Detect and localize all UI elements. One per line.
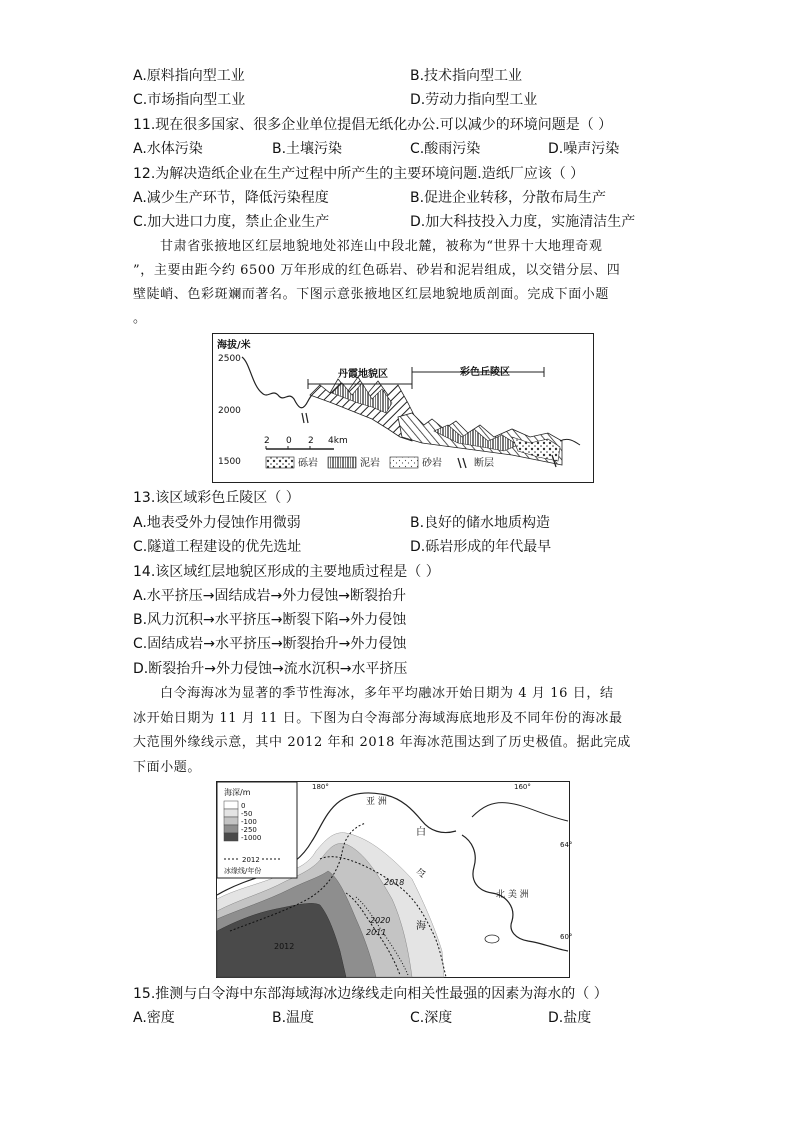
q10-option-c: C.市场指向型工业	[133, 92, 246, 108]
passage2-line2: 冰开始日期为 11 月 11 日。下图为白令海部分海域海底地形及不同年份的海冰最	[133, 711, 623, 726]
legend-fault-label: 断层	[474, 458, 494, 469]
scale-tick-4km: 4km	[328, 436, 348, 446]
ice-label-2020: 2020	[370, 916, 391, 925]
profile-ylabel: 海拔/米	[217, 340, 251, 351]
passage1-line2: ”，主要由距今约 6500 万年形成的红色砾岩、砂岩和泥岩组成，以交错分层、四	[133, 263, 621, 278]
q14-stem: 14.该区域红层地貌区形成的主要地质过程是（ ）	[133, 564, 440, 580]
q13-option-d: D.砾岩形成的年代最早	[410, 539, 552, 555]
geologic-profile-figure	[212, 333, 594, 483]
north-america-label: 北 美 洲	[496, 890, 529, 900]
q11-option-a: A.水体污染	[133, 141, 203, 157]
profile-ytick-2000: 2000	[218, 406, 241, 416]
region-hills-label: 彩色丘陵区	[460, 367, 510, 378]
q13-option-b: B.良好的储水地质构造	[410, 515, 551, 531]
scale-tick-2a: 2	[264, 436, 270, 446]
scale-tick-2b: 2	[308, 436, 314, 446]
depth-swatch-250	[224, 825, 238, 833]
sea-label-2: 令	[416, 869, 426, 880]
depth-swatch-0	[224, 801, 238, 809]
sea-label-1: 白	[416, 827, 426, 838]
legend-line-sample-year: 2012	[242, 856, 260, 864]
q12-option-b: B.促进企业转移，分散布局生产	[410, 190, 607, 206]
q10-option-d: D.劳动力指向型工业	[410, 92, 538, 108]
ice-label-2018: 2018	[384, 878, 405, 887]
scale-tick-0: 0	[286, 436, 292, 446]
lat-60-label: 60°	[560, 933, 573, 941]
q11-option-b: B.土壤污染	[272, 141, 343, 157]
q15-option-c: C.深度	[410, 1010, 453, 1026]
depth-label-1000: -1000	[241, 834, 262, 842]
ice-label-2012: 2012	[274, 942, 295, 951]
q14-option-c: C.固结成岩→水平挤压→断裂抬升→外力侵蚀	[133, 636, 407, 652]
ice-label-2011: 2011	[366, 928, 387, 937]
passage1-line4: 。	[133, 311, 147, 326]
q11-option-c: C.酸雨污染	[410, 141, 481, 157]
passage1-line3: 壁陡峭、色彩斑斓而著名。下图示意张掖地区红层地貌地质剖面。完成下面小题	[133, 287, 610, 302]
lon-160-label: 160°	[514, 783, 531, 791]
q14-option-d: D.断裂抬升→外力侵蚀→流水沉积→水平挤压	[133, 661, 408, 677]
passage1-line1: 甘肃省张掖地区红层地貌地处祁连山中段北麓，被称为“世界十大地理奇观	[160, 239, 603, 254]
legend-gravel-label: 砾岩	[298, 458, 318, 469]
legend-line-caption: 冰缘线/年份	[224, 867, 262, 875]
q12-option-a: A.减少生产环节，降低污染程度	[133, 190, 329, 206]
lon-180-label: 180°	[312, 783, 329, 791]
profile-ytick-2500: 2500	[218, 354, 241, 364]
depth-swatch-50	[224, 809, 238, 817]
depth-swatch-100	[224, 817, 238, 825]
asia-label: 亚 洲	[366, 797, 387, 807]
q12-option-d: D.加大科技投入力度，实施清洁生产	[410, 214, 636, 230]
q14-option-a: A.水平挤压→固结成岩→外力侵蚀→断裂抬升	[133, 588, 406, 604]
q10-option-a: A.原料指向型工业	[133, 68, 245, 84]
depth-label-250: -250	[241, 826, 257, 834]
depth-label-0: 0	[241, 802, 246, 810]
q11-option-d: D.噪声污染	[548, 141, 620, 157]
depth-swatch-1000	[224, 833, 238, 841]
legend-mud-label: 泥岩	[360, 458, 380, 469]
legend-mud-swatch	[328, 457, 356, 468]
q12-stem: 12.为解决造纸企业在生产过程中所产生的主要环境问题.造纸厂应该（ ）	[133, 166, 585, 182]
depth-label-50: -50	[241, 810, 253, 818]
profile-ytick-1500: 1500	[218, 457, 241, 467]
q13-option-c: C.隧道工程建设的优先选址	[133, 539, 302, 555]
bering-sea-map	[216, 781, 573, 978]
depth-label-100: -100	[241, 818, 257, 826]
legend-sand-label: 砂岩	[422, 458, 442, 469]
q10-option-b: B.技术指向型工业	[410, 68, 523, 84]
lat-64-label: 64°	[560, 841, 573, 849]
q13-stem: 13.该区域彩色丘陵区（ ）	[133, 490, 300, 506]
sea-label-3: 海	[416, 921, 426, 932]
region-danxia-label: 丹霞地貌区	[338, 369, 388, 380]
q13-option-a: A.地表受外力侵蚀作用微弱	[133, 515, 301, 531]
passage2-line1: 白令海海冰为显著的季节性海冰，多年平均融冰开始日期为 4 月 16 日，结	[160, 686, 614, 701]
q15-stem: 15.推测与白令海中东部海域海冰边缘线走向相关性最强的因素为海水的（ ）	[133, 986, 608, 1002]
passage2-line4: 下面小题。	[133, 760, 202, 775]
passage2-line3: 大范围外缘线示意，其中 2012 年和 2018 年海冰范围达到了历史极值。据此完成	[133, 735, 631, 750]
q14-option-b: B.风力沉积→水平挤压→断裂下陷→外力侵蚀	[133, 612, 407, 628]
map-legend-title: 海深/m	[224, 788, 251, 797]
q11-stem: 11.现在很多国家、很多企业单位提倡无纸化办公.可以减少的环境问题是（ ）	[133, 117, 613, 133]
q15-option-d: D.盐度	[548, 1010, 592, 1026]
q15-option-a: A.密度	[133, 1010, 175, 1026]
legend-gravel-swatch	[266, 457, 294, 468]
q12-option-c: C.加大进口力度，禁止企业生产	[133, 214, 330, 230]
legend-sand-swatch	[390, 457, 418, 468]
q15-option-b: B.温度	[272, 1010, 315, 1026]
